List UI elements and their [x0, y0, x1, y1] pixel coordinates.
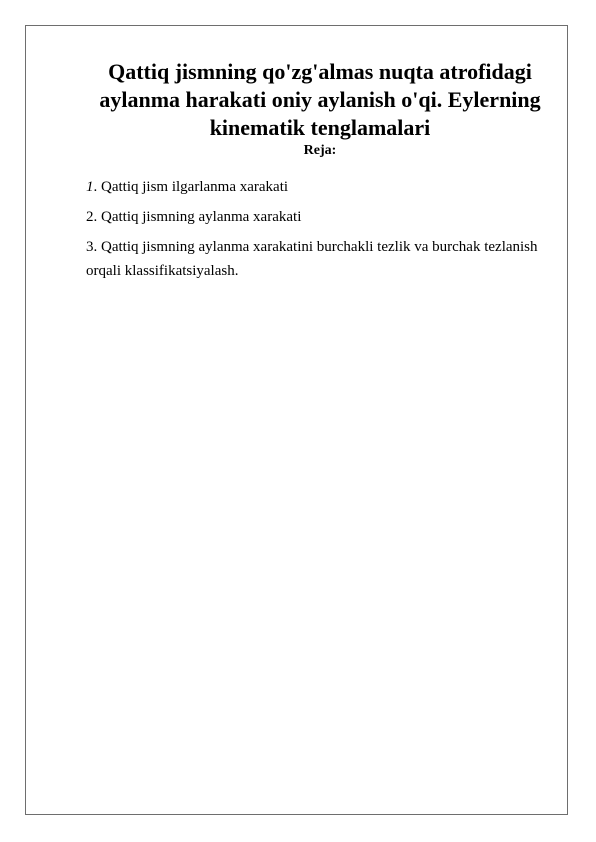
- plan-item-number: 3: [86, 239, 94, 255]
- plan-item-number: 2: [86, 209, 94, 225]
- plan-item-text: . Qattiq jismning aylanma xarakati: [93, 209, 302, 225]
- plan-item-text: . Qattiq jism ilgarlanma xarakati: [93, 179, 289, 195]
- document-title: Qattiq jismning qo'zg'almas nuqta atrofidagi aylanma harakati oniy aylanish o'qi. Eylerning kinematik tenglamalari: [99, 59, 541, 140]
- plan-item-number: 1: [86, 179, 94, 195]
- plan-list: [86, 175, 556, 289]
- plan-item: [86, 205, 556, 229]
- plan-item-text: . Qattiq jismning aylanma xarakatini burchakli tezlik va burchak tezlanish orqali klassifikatsiyalash.: [86, 239, 538, 279]
- plan-heading: Reja:: [303, 143, 337, 158]
- plan-item: [86, 235, 556, 283]
- plan-item: [86, 175, 556, 199]
